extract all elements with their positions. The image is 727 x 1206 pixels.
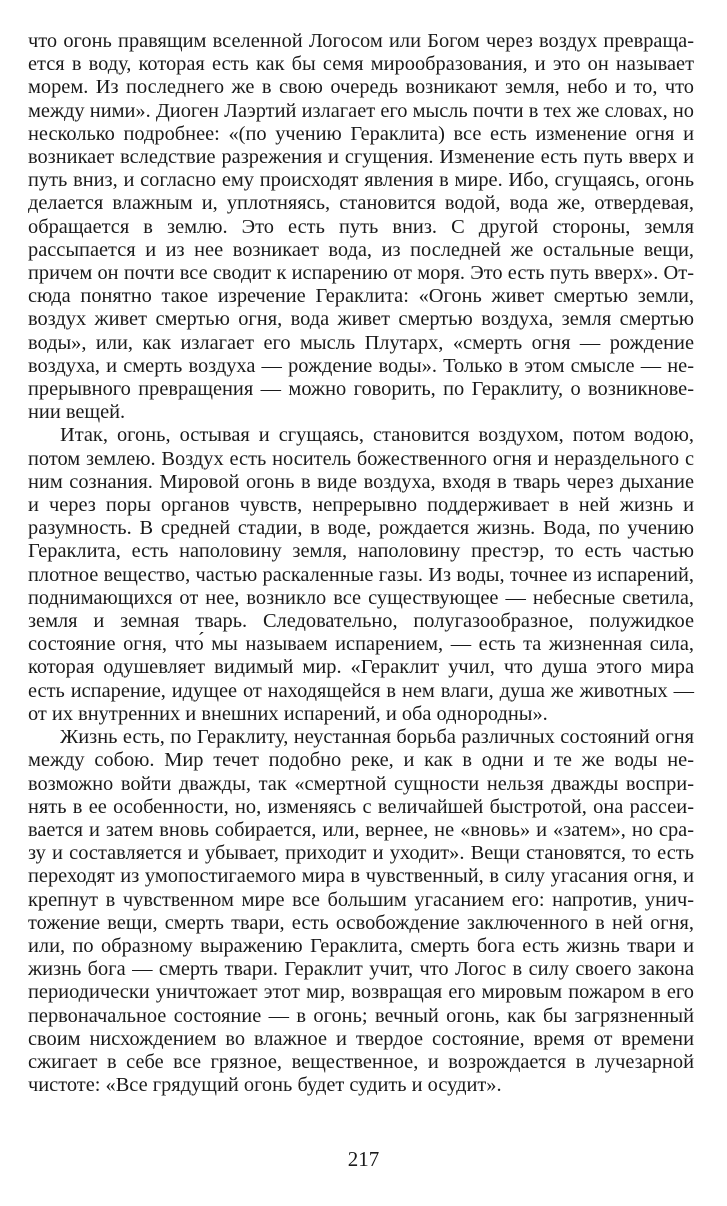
page-number: 217 <box>347 1147 380 1171</box>
paragraph-1: что огонь правящим вселенной Логосом или Богом через воздух превращается в воду, которая есть как бы семя мирообразования, и это он называет морем. Из последнего же в свою очередь возникают земля, небо и то, что между ними». Диоген Лаэртий излагает его мысль почти в тех же словах, но несколько подробнее: «(по учению Гераклита) все есть изменение огня и возникает вследствие разрежения и сгущения. Изменение есть путь вверх и путь вниз, и согласно ему происходят явления в мире. Ибо, сгущаясь, огонь делается влажным и, уплотняясь, становится водой, вода же, отвердевая, обращается в землю. Это есть путь вниз. С другой стороны, земля рассыпается и из нее возникает вода, из последней же остальные вещи, причем он почти все сводит к испарению от моря. Это есть путь вверх». Отсюда понятно такое изречение Гераклита: «Огонь живет смертью земли, воздух живет смертью огня, вода живет смертью воздуха, земля смертью воды», или, как излагает его мысль Плутарх, «смерть огня — рождение воздуха, и смерть воздуха — рождение воды». Только в этом смысле — непрерывного превращения — можно говорить, по Гераклиту, о возникновении вещей. <box>28 30 694 424</box>
paragraph-3: Жизнь есть, по Гераклиту, неустанная борьба различных состояний огня между собою. Мир течет подобно реке, и как в одни и те же воды невозможно войти дважды, так «смертной сущности нельзя дважды воспринять в ее особенности, но, изменяясь с величайшей быстротой, она рассеивается и затем вновь собирается, или, вернее, не «вновь» и «затем», но сразу и составляется и убывает, приходит и уходит». Вещи становятся, то есть переходят из умопостигаемого мира в чувственный, в силу угасания огня, и крепнут в чувственном мире все большим угасанием его: напротив, уничтожение вещи, смерть твари, есть освобождение заключенного в ней огня, или, по образному выражению Гераклита, смерть бога есть жизнь твари и жизнь бога — смерть твари. Гераклит учит, что Логос в силу своего закона периодически уничтожает этот мир, возвращая его мировым пожаром в его первоначальное состояние — в огонь; вечный огонь, как бы загрязненный своим нисхождением во влажное и твердое состояние, время от времени сжигает в себе все грязное, вещественное, и возрождается в лучезарной чистоте: «Все грядущий огонь будет судить и осудит». <box>28 726 694 1097</box>
page-body <box>28 30 694 1097</box>
paragraph-2: Итак, огонь, остывая и сгущаясь, становится воздухом, потом водою, потом землею. Воздух есть носитель божественного огня и нераздельного с ним сознания. Мировой огонь в виде воздуха, входя в тварь через дыхание и через поры органов чувств, непрерывно поддерживает в ней жизнь и разумность. В средней стадии, в воде, рождается жизнь. Вода, по учению Гераклита, есть наполовину земля, наполовину престэр, то есть частью плотное вещество, частью раскаленные газы. Из воды, точнее из испарений, поднимающихся от нее, возникло все существующее — небесные светила, земля и земная тварь. Следовательно, полугазообразное, полужидкое состояние огня, что́ мы называем испарением, — есть та жизненная сила, которая одушевляет видимый мир. «Гераклит учил, что душа этого мира есть испарение, идущее от находящейся в нем влаги, душа же животных — от их внутренних и внешних испарений, и оба однородны». <box>28 424 694 725</box>
